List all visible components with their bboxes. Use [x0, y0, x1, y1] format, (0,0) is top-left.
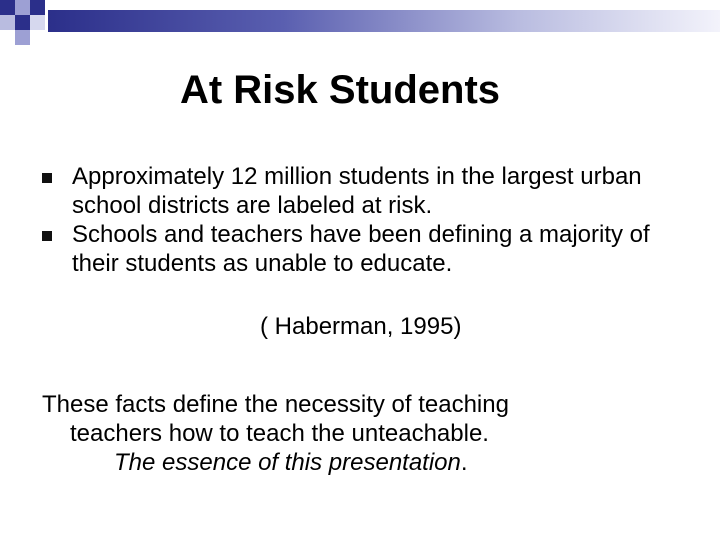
bullet-item — [42, 220, 682, 278]
bullet-list — [42, 162, 682, 278]
citation: ( Haberman, 1995) — [260, 313, 462, 340]
closing-emphasis-text: The essence of this presentation — [114, 449, 461, 476]
header-square — [15, 15, 30, 30]
closing-paragraph — [42, 390, 682, 477]
closing-emphasis-line — [42, 448, 682, 477]
header-square — [0, 0, 15, 15]
header-square — [30, 0, 45, 15]
header-square — [15, 0, 30, 15]
bullet-item — [42, 162, 682, 220]
closing-line: These facts define the necessity of teaching — [42, 391, 509, 418]
header-square — [0, 15, 15, 30]
header-gradient-bar — [48, 10, 720, 32]
square-bullet-icon — [42, 173, 52, 183]
square-bullet-icon — [42, 231, 52, 241]
slide-title: At Risk Students — [179, 68, 501, 112]
closing-line: teachers how to teach the unteachable. — [70, 420, 489, 447]
bullet-text: Approximately 12 million students in the largest urban school districts are labeled at risk. — [72, 163, 642, 219]
closing-period: . — [460, 449, 468, 476]
header-square — [15, 30, 30, 45]
header-square — [30, 15, 45, 30]
bullet-text: Schools and teachers have been defining a majority of their students as unable to educate. — [72, 221, 650, 277]
